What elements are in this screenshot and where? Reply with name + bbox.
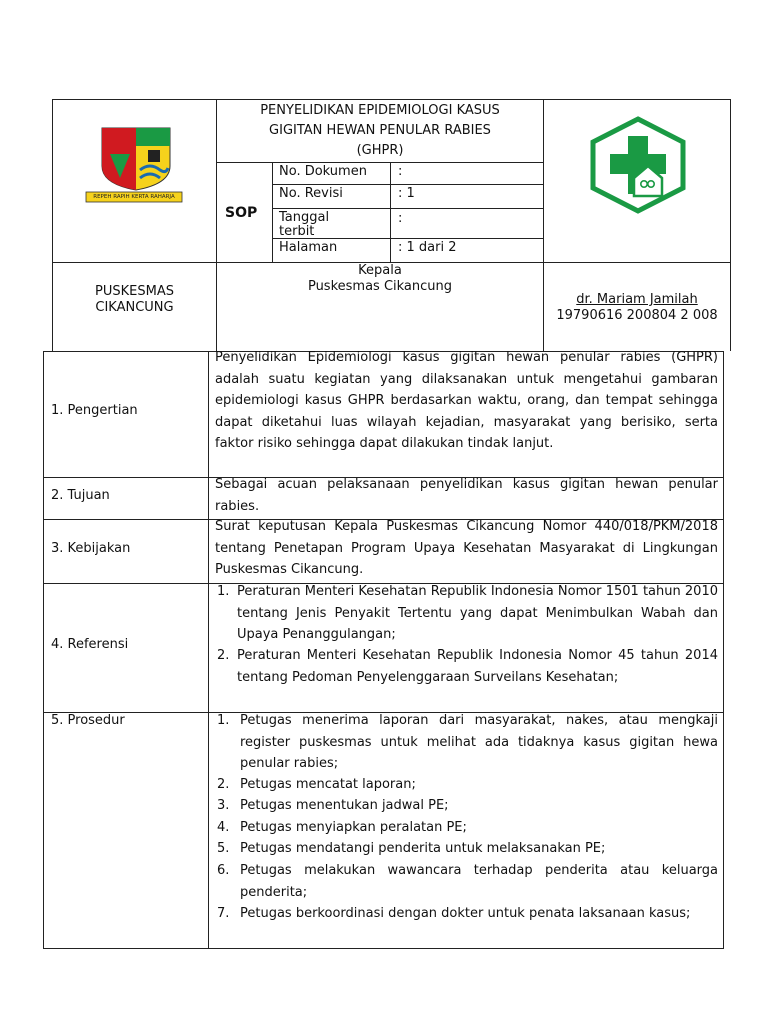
section-text-kebijakan: Surat keputusan Kepala Puskesmas Cikancung Nomor 440/018/PKM/2018 tentang Penetapan Program Upaya Kesehatan Masyarakat di Lingkungan Puskesmas Cikancung. bbox=[215, 519, 718, 577]
signer-nip: 19790616 200804 2 008 bbox=[556, 308, 718, 323]
procedure-number: 6. bbox=[217, 863, 230, 878]
page-label: Halaman bbox=[279, 240, 338, 255]
title-line-3: (GHPR) bbox=[356, 143, 404, 158]
organization-line-1: PUSKESMAS bbox=[95, 284, 174, 299]
logo-motto: REPEH RAPIH KERTA RAHARJA bbox=[93, 194, 175, 200]
section-label-kebijakan: 3. Kebijakan bbox=[51, 541, 131, 556]
organization-name bbox=[53, 284, 216, 316]
section-label-referensi: 4. Referensi bbox=[51, 637, 129, 652]
district-emblem-logo bbox=[84, 124, 184, 206]
puskesmas-logo bbox=[588, 116, 688, 214]
doc-number-label: No. Dokumen bbox=[279, 164, 367, 179]
procedure-number: 2. bbox=[217, 777, 230, 792]
signer-name: dr. Mariam Jamilah bbox=[576, 292, 698, 307]
procedure-number: 7. bbox=[217, 906, 230, 921]
document-title bbox=[217, 101, 543, 161]
doc-number-value: : bbox=[398, 164, 403, 179]
reference-item: Peraturan Menteri Kesehatan Republik Indonesia Nomor 1501 tahun 2010 tentang Jenis Penyakit Tertentu yang dapat Menimbulkan Wabah dan Upaya Penanggulangan; bbox=[237, 584, 718, 642]
revision-value: : 1 bbox=[398, 186, 415, 201]
procedure-number: 3. bbox=[217, 798, 230, 813]
approver-title bbox=[217, 263, 543, 295]
issue-date-label-1: Tanggal bbox=[279, 210, 330, 225]
section-text-tujuan: Sebagai acuan pelaksanaan penyelidikan kasus gigitan hewan penular rabies. bbox=[215, 477, 718, 514]
procedure-item: Petugas berkoordinasi dengan dokter untuk penata laksanaan kasus; bbox=[240, 906, 691, 921]
procedure-item: Petugas mencatat laporan; bbox=[240, 777, 416, 792]
title-line-1: PENYELIDIKAN EPIDEMIOLOGI KASUS bbox=[260, 103, 500, 118]
procedure-item: Petugas mendatangi penderita untuk melaksanakan PE; bbox=[240, 841, 606, 856]
procedure-item: Petugas menerima laporan dari masyarakat, nakes, atau mengkaji register puskesmas untuk melihat ada tidaknya kasus gigitan hewa penular rabies; bbox=[240, 713, 718, 771]
page-value: : 1 dari 2 bbox=[398, 240, 457, 255]
procedure-number: 4. bbox=[217, 820, 230, 835]
approver-title-2: Puskesmas Cikancung bbox=[307, 279, 453, 294]
procedure-item: Petugas menentukan jadwal PE; bbox=[240, 798, 449, 813]
issue-date-value: : bbox=[398, 211, 403, 226]
reference-item: Peraturan Menteri Kesehatan Republik Indonesia Nomor 45 tahun 2014 tentang Pedoman Penyelenggaraan Surveilans Kesehatan; bbox=[237, 648, 718, 685]
section-label-tujuan: 2. Tujuan bbox=[51, 488, 110, 503]
section-text-pengertian: Penyelidikan Epidemiologi kasus gigitan hewan penular rabies (GHPR) adalah suatu kegiatan yang dilaksanakan untuk mengetahui gambaran epidemiologi kasus GHPR berdasarkan waktu, orang, dan tempat sehingga dapat diketahui luas wilayah kejadian, masyarakat yang berisiko, serta faktor risiko sehingga dapat dilakukan tindak lanjut. bbox=[215, 350, 718, 451]
reference-number: 2. bbox=[217, 648, 230, 663]
section-label-pengertian: 1. Pengertian bbox=[51, 403, 138, 418]
approver-title-1: Kepala bbox=[358, 263, 402, 278]
issue-date-label-2: terbit bbox=[279, 224, 315, 239]
section-label-prosedur: 5. Prosedur bbox=[51, 713, 125, 728]
issue-date-label bbox=[279, 211, 329, 239]
procedure-number: 1. bbox=[217, 713, 230, 728]
procedure-item: Petugas menyiapkan peralatan PE; bbox=[240, 820, 467, 835]
procedure-number: 5. bbox=[217, 841, 230, 856]
procedure-item: Petugas melakukan wawancara terhadap penderita atau keluarga penderita; bbox=[240, 863, 718, 900]
revision-label: No. Revisi bbox=[279, 186, 343, 201]
reference-number: 1. bbox=[217, 584, 230, 599]
title-line-2: GIGITAN HEWAN PENULAR RABIES bbox=[269, 123, 491, 138]
organization-line-2: CIKANCUNG bbox=[95, 300, 174, 315]
signer-block bbox=[544, 292, 730, 324]
sop-label: SOP bbox=[225, 205, 258, 221]
